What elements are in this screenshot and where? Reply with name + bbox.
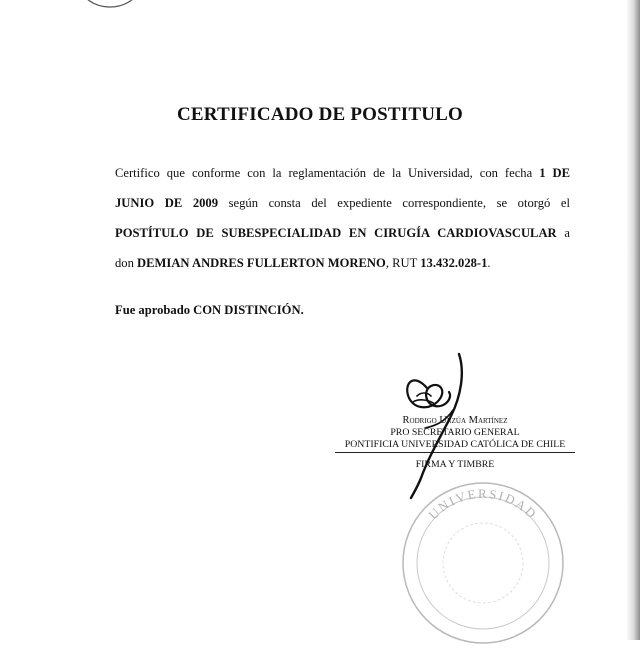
seal-bottom-text: UNIVERSIDAD: [425, 485, 541, 523]
body-text-segment: a: [564, 226, 570, 240]
rut-number: 13.432.028-1: [420, 256, 488, 270]
program-name: POSTÍTULO DE SUBESPECIALIDAD EN CIRUGÍA CARDIOVASCULAR: [115, 226, 557, 240]
body-line-4: [115, 248, 570, 278]
body-line-1: [115, 158, 570, 188]
body-text-segment: Certifico que conforme con la reglamentación de la Universidad, con fecha: [115, 166, 533, 180]
signatory-position: PRO SECRETARIO GENERAL: [390, 427, 520, 438]
body-text-segment: según consta del expediente correspondiente, se otorgó el: [228, 196, 570, 210]
body-text-segment: .: [487, 256, 491, 270]
date-connector: DE: [552, 166, 570, 180]
signatory-institution: PONTIFICIA UNIVERSIDAD CATÓLICA DE CHILE: [344, 439, 566, 450]
graduate-name: DEMIAN ANDRES FULLERTON MORENO: [137, 256, 386, 270]
university-seal-top: [70, 0, 150, 10]
body-line-3: [115, 218, 570, 248]
handwritten-signature: [395, 352, 485, 502]
signatory-name: Rodrigo Urzúa Martínez: [402, 415, 508, 426]
body-text-segment: don: [115, 256, 134, 270]
approval-prefix: Fue aprobado: [115, 303, 190, 317]
university-seal-bottom: [398, 478, 568, 648]
certificate-body: [115, 158, 570, 278]
page-edge-shadow: [626, 0, 640, 640]
issue-day: 1: [539, 166, 546, 180]
rut-label: , RUT: [385, 256, 418, 270]
approval-result: CON DISTINCIÓN.: [193, 303, 304, 317]
signature-caption: FIRMA Y TIMBRE: [415, 459, 495, 470]
body-line-2: [115, 188, 570, 218]
issue-date: JUNIO DE 2009: [115, 196, 219, 210]
certificate-title: CERTIFICADO DE POSTITULO: [176, 104, 463, 125]
approval-statement: [115, 303, 304, 318]
